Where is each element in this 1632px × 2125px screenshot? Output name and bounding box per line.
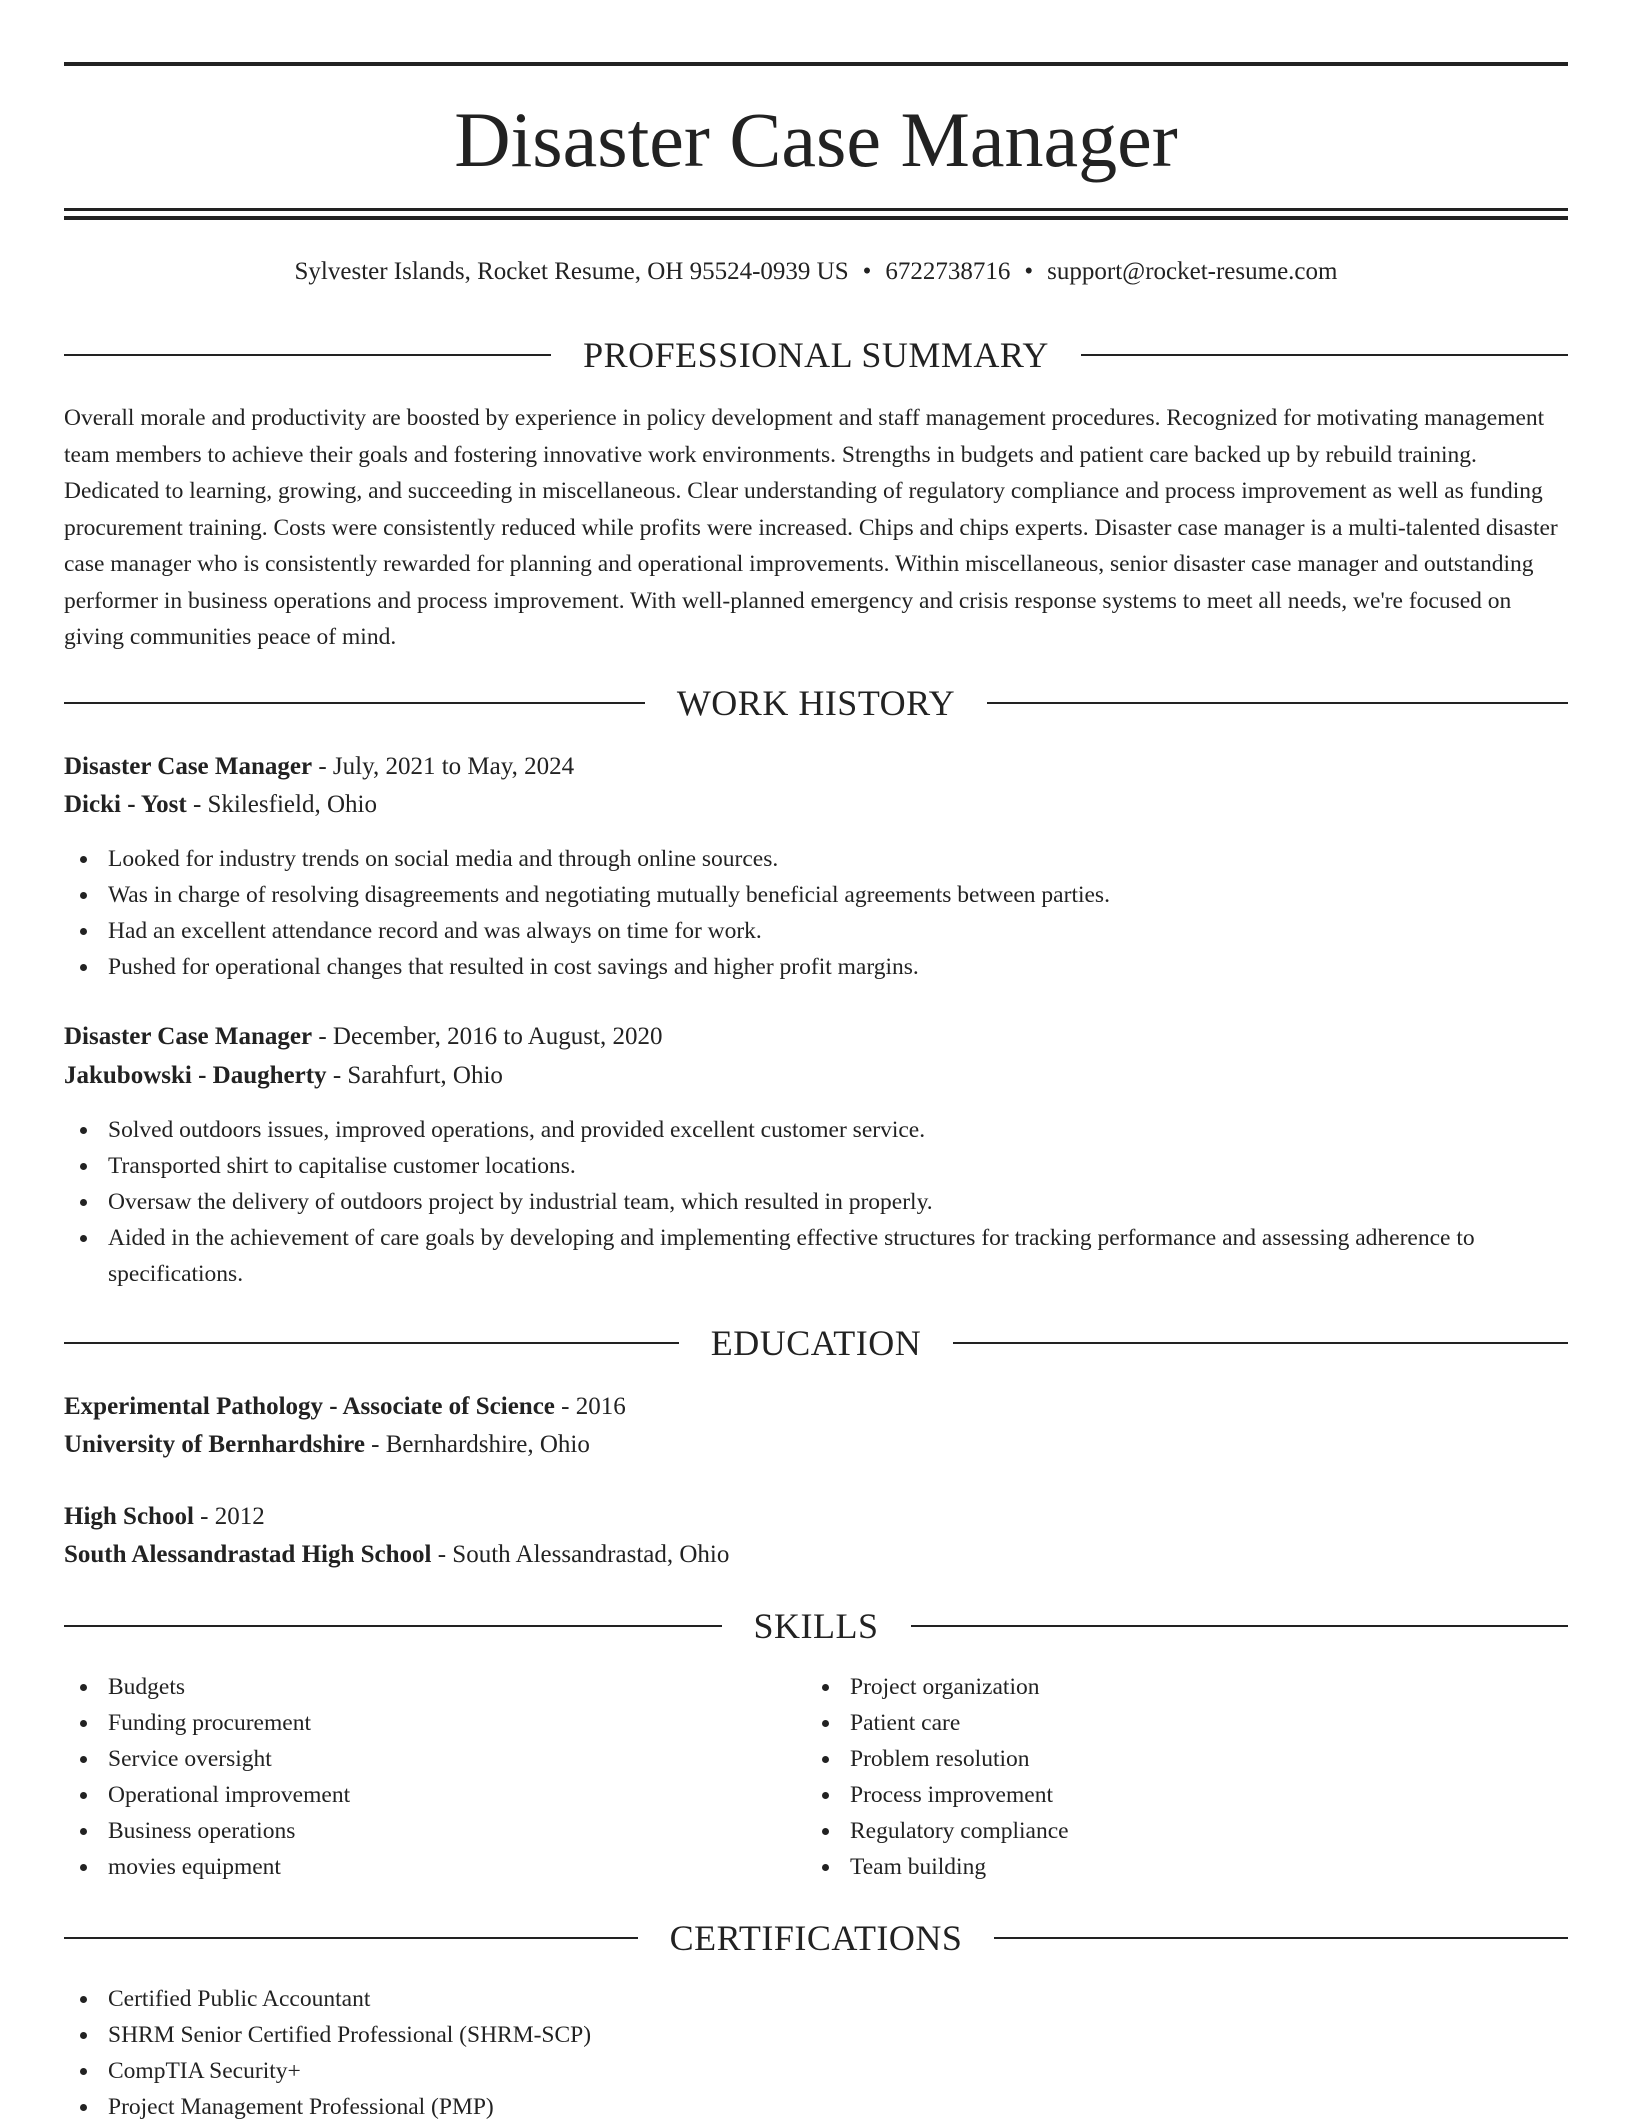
summary-heading-label: PROFESSIONAL SUMMARY [583, 335, 1049, 375]
job-title-line [64, 1018, 1568, 1056]
certifications-list [64, 1981, 1568, 2125]
education-location: - Bernhardshire, Ohio [364, 1431, 590, 1458]
job-title-line [64, 748, 1568, 786]
heading-rule [64, 1625, 722, 1627]
job-dates: - December, 2016 to August, 2020 [312, 1023, 663, 1050]
list-item: Business operations [64, 1813, 1568, 1849]
job-company-line [64, 1057, 1568, 1095]
resume-title: Disaster Case Manager [454, 96, 1178, 183]
job-dates: - July, 2021 to May, 2024 [312, 753, 575, 780]
education-location: - South Alessandrastad, Ohio [431, 1541, 730, 1568]
list-item: Pushed for operational changes that resulted in cost savings and higher profit margins. [64, 949, 1568, 985]
heading-rule [64, 354, 551, 356]
list-item: Team building [806, 1849, 1632, 1885]
job-bullet-list [64, 1112, 1568, 1292]
work-history-heading-label: WORK HISTORY [676, 683, 956, 723]
summary-heading [64, 333, 1568, 377]
education-degree: High School [64, 1503, 194, 1530]
title-rule-lower [64, 216, 1568, 220]
heading-rule [64, 1342, 679, 1344]
certifications-heading-label: CERTIFICATIONS [669, 1918, 963, 1958]
list-item: Patient care [806, 1705, 1632, 1741]
education-degree: Experimental Pathology - Associate of Science [64, 1393, 555, 1420]
list-item: Process improvement [806, 1777, 1632, 1813]
job-location: - Skilesfield, Ohio [186, 791, 377, 818]
heading-rule [994, 1937, 1568, 1939]
list-item: Project organization [806, 1669, 1632, 1705]
contact-address: Sylvester Islands, Rocket Resume, OH 95524-0939 US [294, 258, 849, 285]
list-item: Project Management Professional (PMP) [64, 2089, 1568, 2125]
education-year: - 2012 [193, 1503, 265, 1530]
list-item: Aided in the achievement of care goals by developing and implementing effective structures for tracking performance and assessing adherence to specifications. [64, 1220, 1568, 1292]
contact-line [64, 254, 1568, 290]
education-heading [64, 1321, 1568, 1365]
job-title: Disaster Case Manager [64, 1023, 313, 1050]
list-item: Budgets [64, 1669, 1568, 1705]
job-title: Disaster Case Manager [64, 753, 313, 780]
list-item: Looked for industry trends on social media and through online sources. [64, 841, 1568, 877]
list-item: Service oversight [64, 1741, 1568, 1777]
heading-rule [987, 702, 1568, 704]
contact-email: support@rocket-resume.com [1047, 258, 1338, 285]
education-degree-line [64, 1498, 1568, 1536]
list-item: CompTIA Security+ [64, 2053, 1568, 2089]
list-item: Was in charge of resolving disagreements and negotiating mutually beneficial agreements between parties. [64, 877, 1568, 913]
education-school: South Alessandrastad High School [64, 1541, 432, 1568]
list-item: Oversaw the delivery of outdoors project by industrial team, which resulted in properly. [64, 1184, 1568, 1220]
heading-rule [64, 702, 645, 704]
job-company-line [64, 786, 1568, 824]
list-item: Operational improvement [64, 1777, 1568, 1813]
skills-list-right [806, 1669, 1632, 1885]
education-school-line [64, 1536, 1568, 1574]
education-school: University of Bernhardshire [64, 1431, 365, 1458]
list-item: Certified Public Accountant [64, 1981, 1568, 2017]
title-rule-upper [64, 208, 1568, 211]
contact-phone: 6722738716 [885, 258, 1011, 285]
job-company: Dicki - Yost [64, 791, 187, 818]
education-school-line [64, 1426, 1568, 1464]
list-item: movies equipment [64, 1849, 1568, 1885]
heading-rule [911, 1625, 1569, 1627]
education-degree-line [64, 1388, 1568, 1426]
education-heading-label: EDUCATION [710, 1323, 922, 1363]
top-rule [64, 62, 1568, 66]
list-item: Regulatory compliance [806, 1813, 1632, 1849]
heading-rule [953, 1342, 1568, 1344]
education-year: - 2016 [554, 1393, 626, 1420]
list-item: Solved outdoors issues, improved operations, and provided excellent customer service. [64, 1112, 1568, 1148]
job-bullet-list [64, 841, 1568, 985]
contact-separator: • [862, 258, 872, 285]
list-item: SHRM Senior Certified Professional (SHRM-SCP) [64, 2017, 1568, 2053]
heading-rule [64, 1937, 638, 1939]
job-location: - Sarahfurt, Ohio [326, 1062, 503, 1089]
list-item: Funding procurement [64, 1705, 1568, 1741]
job-company: Jakubowski - Daugherty [64, 1062, 327, 1089]
skills-heading-label: SKILLS [753, 1606, 879, 1646]
summary-text: Overall morale and productivity are boosted by experience in policy development and staff management procedures. Recognized for motivating management team members to achieve their goals and fostering innovative work environments. Strengths in budgets and patient care backed up by rebuild training. Dedicated to learning, growing, and succeeding in miscellaneous. Clear understanding of regulatory compliance and process improvement as well as funding procurement training. Costs were consistently reduced while profits were increased. Chips and chips experts. Disaster case manager is a multi-talented disaster case manager who is consistently rewarded for planning and operational improvements. Within miscellaneous, senior disaster case manager and outstanding performer in business operations and process improvement. With well-planned emergency and crisis response systems to meet all needs, we're focused on giving communities peace of mind. [64, 405, 1558, 650]
list-item: Problem resolution [806, 1741, 1632, 1777]
list-item: Had an excellent attendance record and was always on time for work. [64, 913, 1568, 949]
skills-heading [64, 1604, 1568, 1648]
heading-rule [1081, 354, 1568, 356]
contact-separator: • [1024, 258, 1034, 285]
list-item: Transported shirt to capitalise customer locations. [64, 1148, 1568, 1184]
work-history-heading [64, 681, 1568, 725]
certifications-heading [64, 1916, 1568, 1960]
